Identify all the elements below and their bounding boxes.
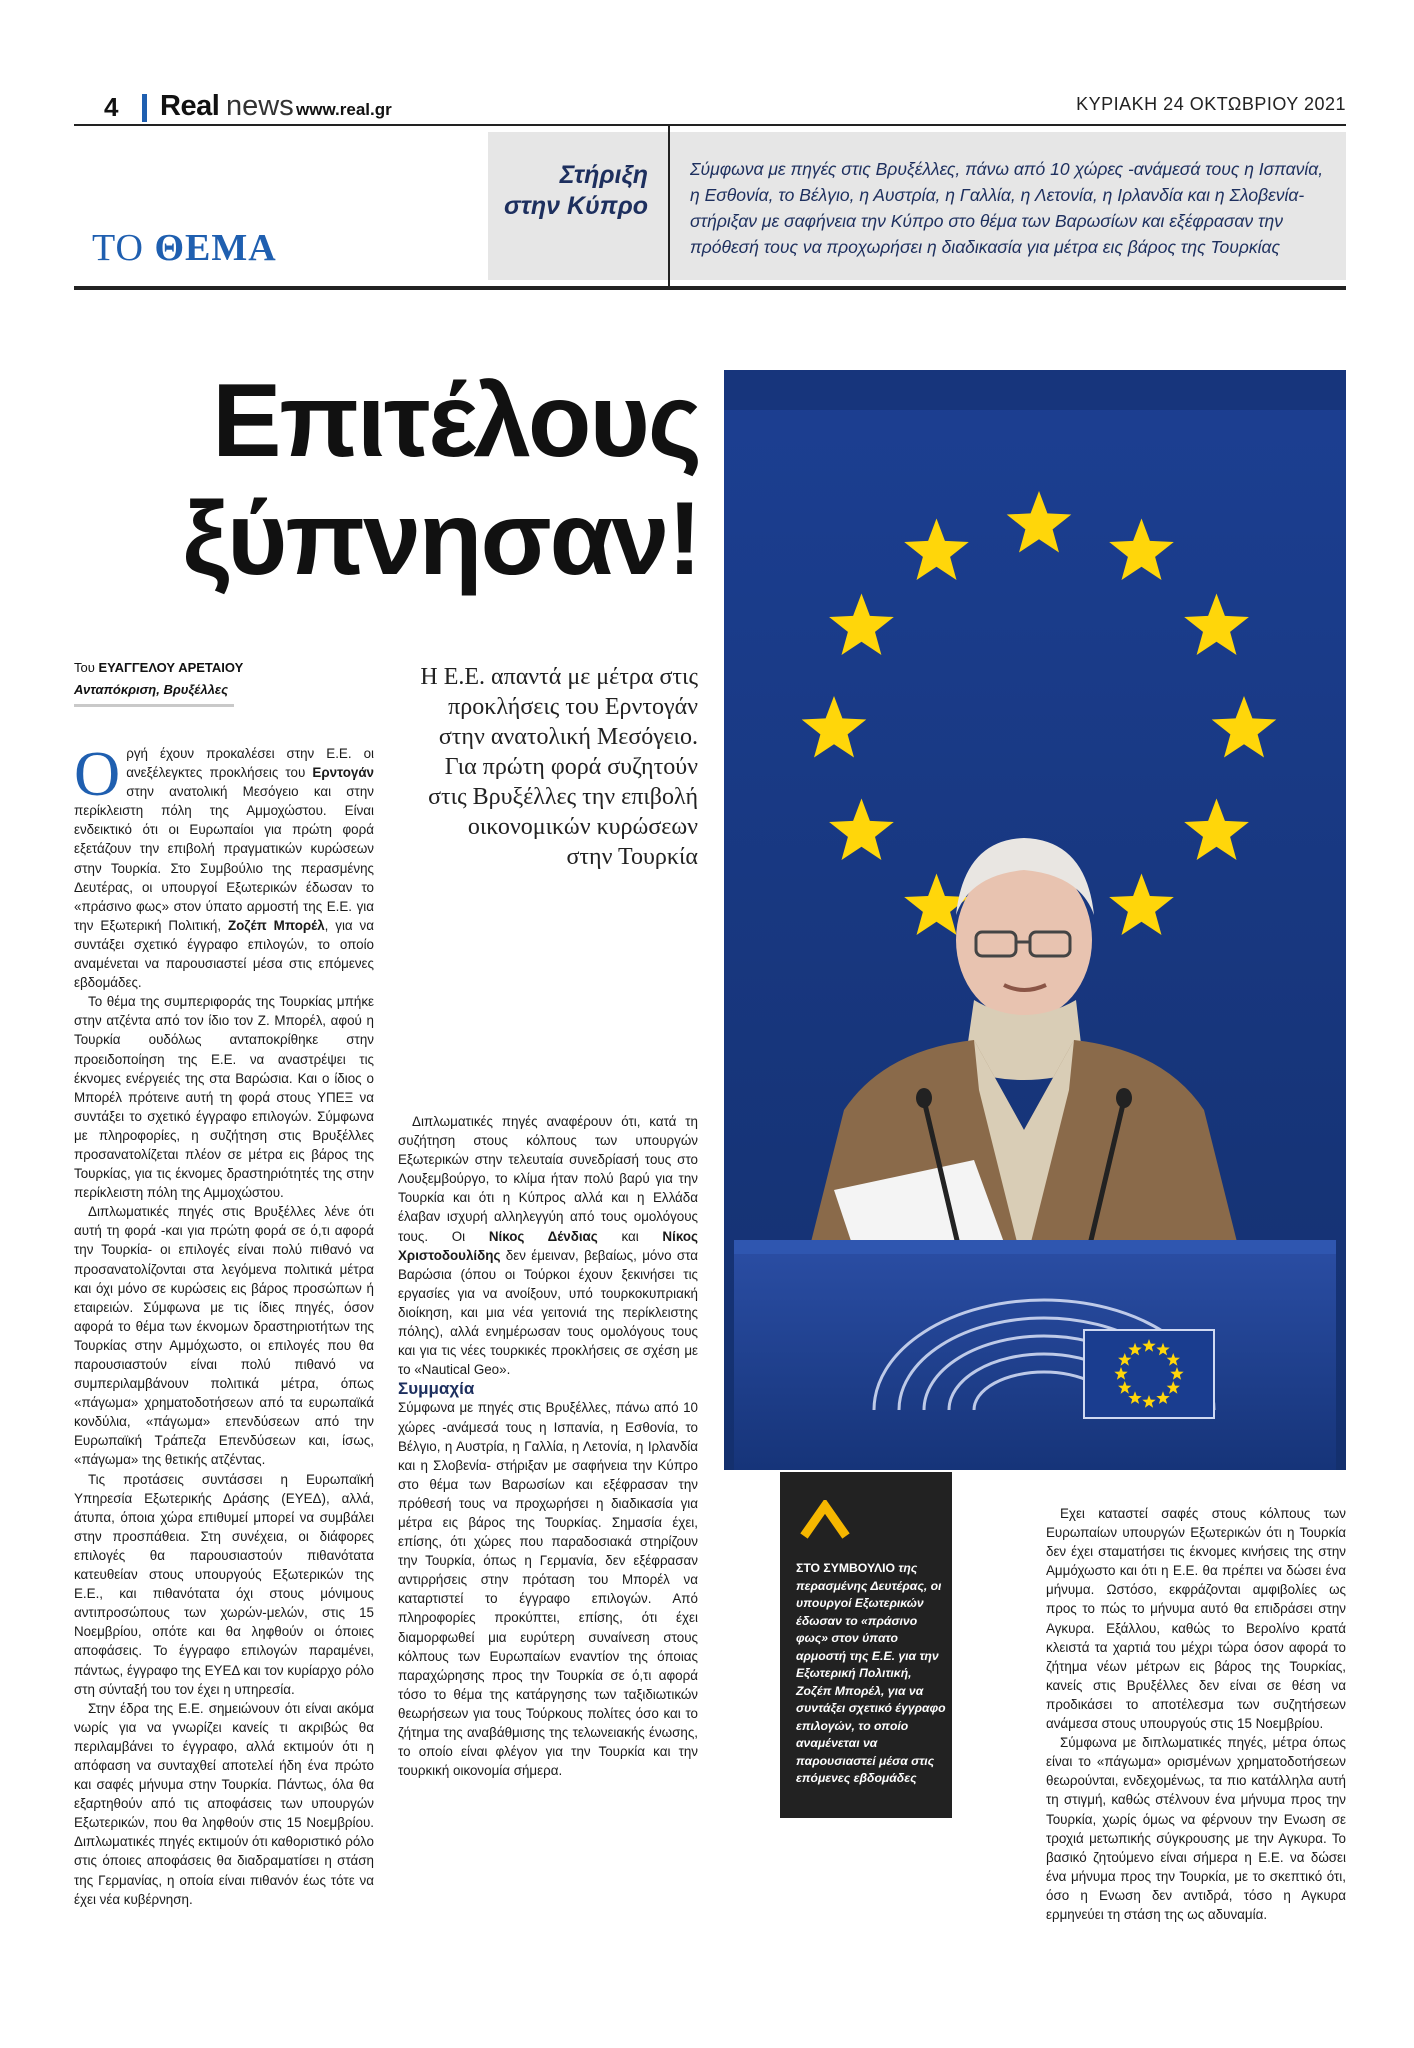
p6-name-christodoulides: Νίκος Χριστοδουλίδης — [398, 1228, 698, 1263]
support-title-line2: στην Κύπρο — [504, 192, 648, 220]
page-number: 4 — [104, 92, 119, 122]
photo-illustration — [724, 370, 1346, 1470]
caption-chevron-icon — [800, 1500, 850, 1545]
paragraph-5: Στην έδρα της Ε.Ε. σημειώνουν ότι είναι ακόμα νωρίς για να γνωρίζει κανείς τι ακριβώς θα περιλαμβάνει το έγγραφο, αλλά εκτιμούν ότι η απόφαση να συνταχθεί αποτελεί ήδη ένα πρώτο και σαφές μήνυμα στην Τουρκία. Πάντως, όλα θα εξαρτηθούν από τις αποφάσεις των υπουργών Εξωτερικών, που θα ληφθούν στις 15 Νοεμβρίου. Διπλωματικές πηγές εκτιμούν ότι καθοριστικό ρόλο στις όποιες αποφάσεις θα διαδραματίσει η στάση της Γερμανίας, η οποία είναι πιθανόν έως τότε να έχει νέα κυβέρνηση. — [74, 1700, 375, 1907]
support-title — [488, 160, 648, 222]
logo-bar — [142, 94, 147, 122]
p1-name-borrell: Ζοζέπ Μπορέλ — [227, 917, 325, 933]
headline — [80, 362, 700, 598]
byline-name: ΕΥΑΓΓΕΛΟΥ ΑΡΕΤΑΙΟΥ — [98, 660, 244, 675]
section-label — [92, 226, 277, 270]
p1-text-e: , για να συντάξει σχετικό έγγραφο επιλογών, το οποίο αναμένεται να παρουσιαστεί μέσα στις επόμενες εβδομάδες. — [74, 917, 374, 991]
byline-role: Ανταπόκριση, Βρυξέλλες — [74, 682, 229, 697]
top-rule — [74, 124, 1346, 126]
caption-text: της περασμένης Δευτέρας, οι υπουργοί Εξωτερικών έδωσαν το «πράσινο φως» στον ύπατο αρμοστή της Ε.Ε. για την Εξωτερική Πολιτική, Ζοζέπ Μπορέλ, για να συντάξει σχετικό έγγραφο επιλογών, το οποίο αναμένεται να παρουσιαστεί μέσα στις επόμενες εβδομάδες — [796, 1561, 946, 1785]
p6-text-e: δεν έμειναν, βεβαίως, μόνο στα Βαρώσια (όπου οι Τούρκοι έχουν ξεκινήσει τις εργασίες για να ανοίξουν, υπό τουρκοκυπριακή διοίκηση, και μια νέα γειτονιά της περίκλειστης πόλης), αλλά ενημέρωσαν τους ομολόγους τους και για τις νέες τουρκικές προκλήσεις σε σχέση με το «Nautical Geo». — [398, 1247, 698, 1378]
paragraph-2: Το θέμα της συμπεριφοράς της Τουρκίας μπήκε στην ατζέντα από τον ίδιο τον Ζ. Μπορέλ, αφού η Τουρκία ουδόλως ανταποκρίθηκε στην προειδοποίηση της Ε.Ε. να αναστρέψει τις έκνομες ενέργειές της στα Βαρώσια. Και ο ίδιος ο Μπορέλ πρότεινε αυτή τη φορά στους ΥΠΕΞ να συντάξει το σχετικό έγγραφο επιλογών. Σύμφωνα με πληροφορίες, η συζήτηση στις Βρυξέλλες προσανατολίζεται πλέον σε μέτρα εις βάρος της Τουρκίας, για τις έκνομες δραστηριότητές της στην περίκλειστη πόλη της Αμμοχώστου. — [74, 994, 374, 1201]
byline — [74, 660, 243, 675]
section-prefix: ΤΟ — [92, 227, 144, 269]
p6-name-dendias: Νίκος Δένδιας — [488, 1228, 598, 1244]
logo-url: www.real.gr — [296, 100, 392, 119]
logo-news: news — [226, 90, 294, 122]
p6-text-a: Διπλωματικές πηγές αναφέρουν ότι, κατά τη συζήτηση στους κόλπους των υπουργών Εξωτερικών στην τελευταία συνεδρίασή τους στο Λουξεμβούργο, το κλίμα ήταν πολύ βαρύ για την Τουρκία και ότι η Κύπρος αλλά και η Ελλάδα έλαβαν ισχυρή αλληλεγγύη από τους ομολόγους τους. Οι — [398, 1114, 698, 1244]
article-column-4 — [1046, 1504, 1346, 1924]
article-column-2 — [398, 1112, 698, 1780]
support-title-line1: Στήριξη — [559, 161, 648, 189]
p6-text-c: και — [597, 1228, 663, 1244]
header-rule — [74, 286, 1346, 290]
p1-name-erdogan: Ερντογάν — [312, 765, 374, 781]
paragraph-1 — [74, 738, 374, 992]
p1-text-a: ργή έχουν προκαλέσει στην Ε.Ε. οι ανεξέλεγκτες προκλήσεις του — [126, 746, 374, 781]
byline-prefix: Του — [74, 660, 95, 675]
photo-borrell-eu-parliament — [724, 370, 1346, 1470]
p1-text-c: στην ανατολική Μεσόγειο και στην περίκλειστη πόλη της Αμμοχώστου. Είναι ενδεικτικό ότι οι Ευρωπαίοι για πρώτη φορά εξετάζουν την επιβολή πραγματικών κυρώσεων στην Τουρκία. Στο Συμβούλιο της περασμένης Δευτέρας, οι υπουργοί Εξωτερικών έδωσαν το «πράσινο φως» στον ύπατο αρμοστή της Ε.Ε. για την Εξωτερική Πολιτική, — [74, 784, 374, 933]
caption-lead: ΣΤΟ ΣΥΜΒΟΥΛΙΟ — [796, 1561, 895, 1575]
paragraph-7: Σύμφωνα με πηγές στις Βρυξέλλες, πάνω από 10 χώρες -ανάμεσά τους η Ισπανία, η Εσθονία, το Βέλγιο, η Αυστρία, η Γαλλία, η Λετονία, η Ιρλανδία και η Σλοβενία- στήριξαν με σαφήνεια την Κύπρο στο θέμα των Βαρωσίων και εξέφρασαν την πρόθεσή τους να προχωρήσει η διαδικασία για μέτρα εις βάρος της Τουρκίας. Σημασία έχει, επίσης, ότι χώρες που παραδοσιακά στηρίζουν την Τουρκία, όπως η Γερμανία, δεν εξέφρασαν αντιρρήσεις στην πρόταση του Μπορέλ να καταρτιστεί το έγγραφο επιλογών. Από πληροφορίες προκύπτει, επίσης, ότι έχει διαμορφωθεί μια ευρύτερη συναίνεση στους κόλπους των Ευρωπαίων εναντίον της όποιας παραχώρησης προς την Τουρκία σε ό,τι αφορά τόσο το θέμα της κατάργησης των ταξιδιωτικών θεωρήσεων για τους Τούρκους πολίτες όσο και το ζήτημα της αναβάθμισης της τελωνειακής ένωσης, το οποίο είναι φλέγον για την Τουρκία και την τουρκική οικονομία σήμερα. — [398, 1400, 698, 1779]
paragraph-3: Διπλωματικές πηγές στις Βρυξέλλες λένε ότι αυτή τη φορά -και για πρώτη φορά σε ό,τι αφορά την Τουρκία- οι επιλογές είναι πολύ πιθανό να προσανατολίζονται στα λεγόμενα πολιτικά μέτρα και όχι μόνο σε κυρώσεις εις βάρος προσώπων ή εταιρειών. Σύμφωνα με τις ίδιες πηγές, όσον αφορά το θέμα των έκνομων δραστηριοτήτων της Τουρκίας στην Αμμόχωστο, οι επιλογές που θα παρουσιαστούν είναι πολύ πιθανό να συμπεριλαμβάνουν πολιτικά μέτρα, όπως «πάγωμα» χρηματοδοτήσεων από τα ευρωπαϊκά κονδύλια, «πάγωμα» επενδύσεων από την Ευρωπαϊκή Τράπεζα Επενδύσεων και, ίσως, «πάγωμα» της θετικής ατζέντας. — [74, 1204, 374, 1468]
dropcap: Ο — [74, 738, 121, 809]
photo-caption — [796, 1560, 946, 1788]
issue-date: ΚΥΡΙΑΚΗ 24 ΟΚΤΩΒΡΙΟΥ 2021 — [1076, 94, 1346, 114]
headline-line1: Επιτέλους — [212, 363, 700, 479]
paragraph-9: Σύμφωνα με διπλωματικές πηγές, μέτρα όπως είναι το «πάγωμα» ορισμένων χρηματοδοτήσεων θεωρούνται, ενδεχομένως, τα πιο κατάλληλα αυτή τη στιγμή, καθώς στέλνουν ένα μήνυμα προς την Τουρκία, χωρίς όμως να φέρνουν την Ενωση σε τροχιά μετωπικής σύγκρουσης με την Αγκυρα. Το βασικό ζητούμενο είναι σήμερα η Ε.Ε. να δώσει ένα μήνυμα προς την Τουρκία, με το σκεπτικό ότι, όσο η Ενωση δεν αντιδρά, τόσο η Αγκυρα ερμηνεύει τη στάση της ως αδυναμία. — [1046, 1735, 1346, 1922]
support-text: Σύμφωνα με πηγές στις Βρυξέλλες, πάνω από 10 χώρες -ανάμεσά τους η Ισπανία, η Εσθονία, το Βέλγιο, η Αυστρία, η Γαλλία, η Λετονία, η Ιρλανδία και η Σλοβενία- στήριξαν με σαφήνεια την Κύπρο στο θέμα των Βαρωσίων και εξέφρασαν την πρόθεσή τους να προχωρήσει η διαδικασία για μέτρα εις βάρος της Τουρκίας — [690, 159, 1324, 257]
subheading: Συμμαχία — [398, 1379, 475, 1399]
paragraph-6 — [398, 1112, 698, 1379]
byline-rule — [74, 704, 234, 707]
deck: Η Ε.Ε. απαντά με μέτρα στις προκλήσεις του Ερντογάν στην ανατολική Μεσόγειο. Για πρώτη φορά συζητούν στις Βρυξέλλες την επιβολή οικονομικών κυρώσεων στην Τουρκία — [420, 664, 698, 870]
section-main: ΘΕΜΑ — [154, 227, 277, 269]
paragraph-4: Τις προτάσεις συντάσσει η Ευρωπαϊκή Υπηρεσία Εξωτερικής Δράσης (ΕΥΕΔ), αλλά, άτυπα, όποια χώρα επιθυμεί μπορεί να συμβάλει στην προσπάθεια. Στη συνέχεια, οι διάφορες επιλογές θα παρουσιαστούν πιθανότατα κατευθείαν στους υπουργούς Εξωτερικών της Ε.Ε., και πιθανότατα όχι στους μόνιμους αντιπροσώπους των χωρών-μελών, στις 15 Νοεμβρίου, οπότε και θα ληφθούν οι όποιες αποφάσεις. Το έγγραφο επιλογών παραμένει, πάντως, έγγραφο της ΕΥΕΔ και τον κυρίαρχο ρόλο στη σύνταξή του τον έχει η υπηρεσία. — [74, 1471, 374, 1697]
logo-real: Real — [160, 90, 220, 122]
paragraph-8: Εχει καταστεί σαφές στους κόλπους των Ευρωπαίων υπουργών Εξωτερικών ότι η Τουρκία δεν έχει σταματήσει τις έκνομες κινήσεις της στην Αμμόχωστο και ότι η Ε.Ε. θα πρέπει να δώσει ένα μήνυμα. Ωστόσο, εκφράζονται αμφιβολίες ως προς το πώς το μήνυμα αυτό θα επιδράσει στην Αγκυρα. Εξάλλου, καθώς το Βερολίνο κρατά κλειστά τα χαρτιά του μέχρι τώρα όσον αφορά το ζήτημα νέων μέτρων εις βάρος της Τουρκίας, κανείς στις Βρυξέλλες δεν είναι σε θέση να προδικάσει το αποτέλεσμα των συζητήσεων ανάμεσα στους υπουργούς στις 15 Νοεμβρίου. — [1046, 1506, 1346, 1732]
headline-line2: ξύπνησαν! — [182, 481, 700, 597]
article-column-1 — [74, 738, 375, 1909]
